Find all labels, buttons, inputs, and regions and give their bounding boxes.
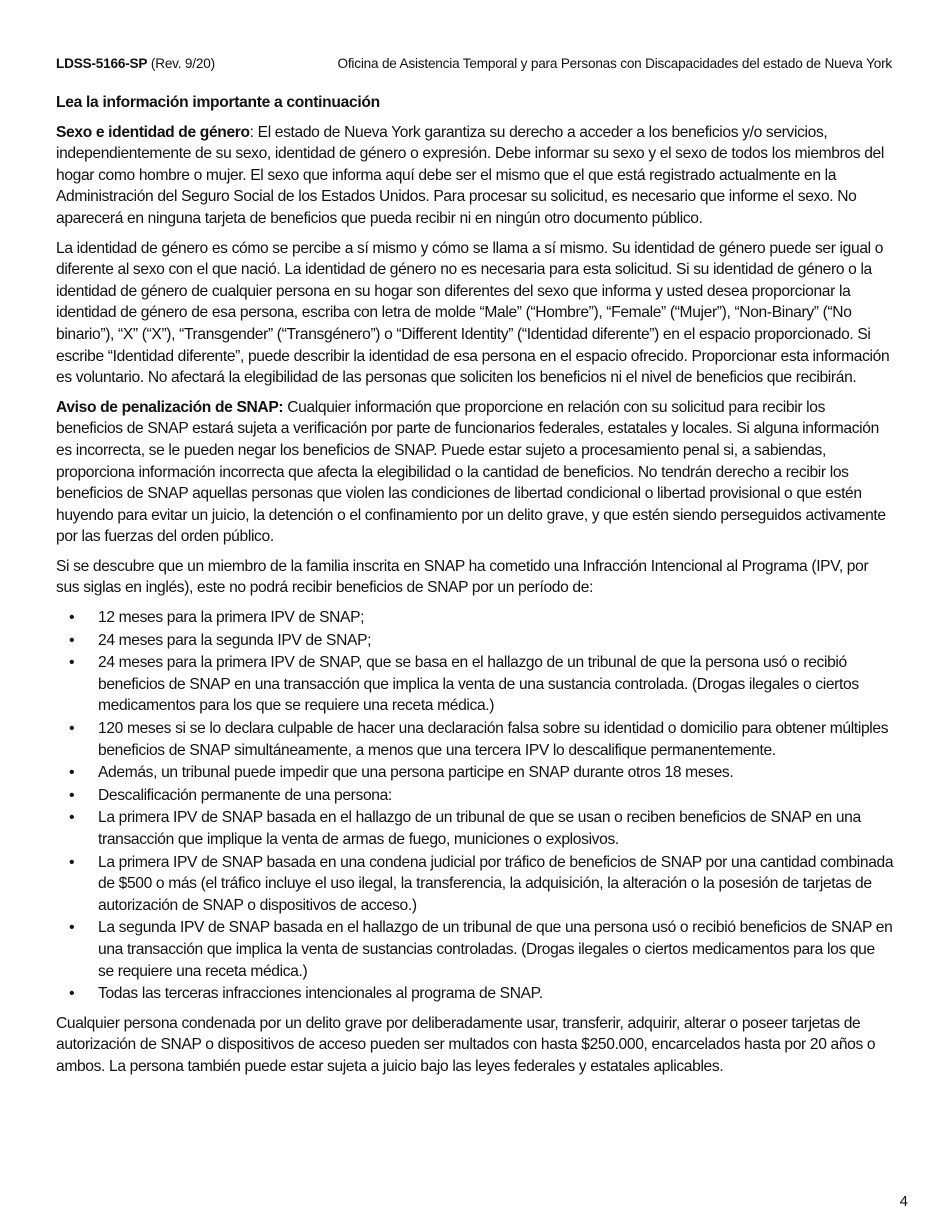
gender-lead: Sexo e identidad de género <box>56 123 250 141</box>
list-item: • 12 meses para la primera IPV de SNAP; <box>56 607 894 629</box>
list-item: • La segunda IPV de SNAP basada en el hallazgo de un tribunal de que una persona usó o recibió beneficios de SNAP en una transacción que implica la venta de sustancias controladas. (Drogas ilegales o ciertos medicamentos para los que se requiere una receta médica.) <box>56 917 894 982</box>
gender-paragraph-1 <box>56 122 894 230</box>
page-header <box>56 56 892 71</box>
list-item: • 24 meses para la primera IPV de SNAP, que se basa en el hallazgo de un tribunal de que la persona usó o recibió beneficios de SNAP en una transacción que implica la venta de una sustancia controlada. (Drogas ilegales o ciertos medicamentos para los que se requiere una receta médica.) <box>56 652 894 717</box>
gender-text-1: : El estado de Nueva York garantiza su derecho a acceder a los beneficios y/o servicios, independientemente de su sexo, identidad de género o expresión. Debe informar su sexo y el sexo de todos los miembros del hogar como hombre o mujer. El sexo que informa aquí debe ser el mismo que el que está registrado actualmente en la Administración del Seguro Social de los Estados Unidos. Para procesar su solicitud, es necesario que informe el sexo. No aparecerá en ninguna tarjeta de beneficios que pueda recibir ni en ningún otro documento público. <box>56 123 884 227</box>
form-revision: (Rev. 9/20) <box>147 56 215 71</box>
snap-paragraph-3: Cualquier persona condenada por un delito grave por deliberadamente usar, transferir, adquirir, alterar o poseer tarjetas de autorización de SNAP o dispositivos de acceso pueden ser multados con hasta $250.000, encarcelados hasta por 20 años o ambos. La persona también puede estar sujeta a juicio bajo las leyes federales y estatales aplicables. <box>56 1014 876 1075</box>
list-item: • 24 meses para la segunda IPV de SNAP; <box>56 630 894 652</box>
section-heading: Lea la información importante a continuación <box>56 94 380 111</box>
list-item: • Además, un tribunal puede impedir que una persona participe en SNAP durante otros 18 meses. <box>56 762 894 784</box>
list-item: • 120 meses si se lo declara culpable de hacer una declaración falsa sobre su identidad o domicilio para obtener múltiples beneficios de SNAP simultáneamente, a menos que una tercera IPV lo descalifique permanentemente. <box>56 718 894 761</box>
list-item: • Descalificación permanente de una persona: <box>56 785 894 807</box>
snap-paragraph-2: Si se descubre que un miembro de la familia inscrita en SNAP ha cometido una Infracción Intencional al Programa (IPV, por sus siglas en inglés), este no podrá recibir beneficios de SNAP por un período de: <box>56 557 869 597</box>
form-id: LDSS-5166-SP <box>56 56 148 71</box>
page-number: 4 <box>899 1193 908 1210</box>
snap-text-1: Cualquier información que proporcione en relación con su solicitud para recibir los beneficios de SNAP estará sujeta a verificación por parte de funcionarios federales, estatales y locales. Si alguna información es incorrecta, se le pueden negar los beneficios de SNAP. Puede estar sujeto a procesamiento penal si, a sabiendas, proporciona información incorrecta que afecta la elegibilidad o la cantidad de beneficios. No tendrán derecho a recibir los beneficios de SNAP aquellas personas que violen las condiciones de libertad condicional o libertad provisional o que estén huyendo para evitar un juicio, la detención o el confinamiento por un delito grave, y que estén siendo perseguidos activamente por las fuerzas del orden público. <box>56 398 886 546</box>
penalty-list <box>56 607 894 1005</box>
list-item: • La primera IPV de SNAP basada en una condena judicial por tráfico de beneficios de SNAP por una cantidad combinada de $500 o más (el tráfico incluye el uso ilegal, la transferencia, la adquisición, la alteración o la posesión de tarjetas de autorización de SNAP o dispositivos de acceso.) <box>56 852 894 917</box>
snap-lead: Aviso de penalización de SNAP: <box>56 398 284 416</box>
snap-paragraph-1 <box>56 397 894 548</box>
page-content <box>56 92 894 1086</box>
list-item: • La primera IPV de SNAP basada en el hallazgo de un tribunal de que se usan o reciben beneficios de SNAP en una transacción que implique la venta de armas de fuego, municiones o explosivos. <box>56 807 894 850</box>
agency-name: Oficina de Asistencia Temporal y para Personas con Discapacidades del estado de Nueva York <box>337 56 892 71</box>
gender-paragraph-2: La identidad de género es cómo se percibe a sí mismo y cómo se llama a sí mismo. Su identidad de género puede ser igual o diferente al sexo con el que nació. La identidad de género no es necesaria para esta solicitud. Si su identidad de género o la identidad de género de cualquier persona en su hogar son diferentes del sexo que informa y usted desea proporcionar la identidad de género de esa persona, escriba con letra de molde “Male” (“Hombre”), “Female” (“Mujer”), “Non-Binary” (“No binario”), “X” (“X”), “Transgender” (“Transgénero”) o “Different Identity” (“Identidad diferente”) en el espacio proporcionado. Si escribe “Identidad diferente”, puede describir la identidad de esa persona en el espacio ofrecido. Proporcionar esta información es voluntario. No afectará la elegibilidad de las personas que soliciten los beneficios ni el nivel de beneficios que recibirán. <box>56 239 890 387</box>
form-identifier <box>56 56 215 71</box>
list-item: • Todas las terceras infracciones intencionales al programa de SNAP. <box>56 983 894 1005</box>
